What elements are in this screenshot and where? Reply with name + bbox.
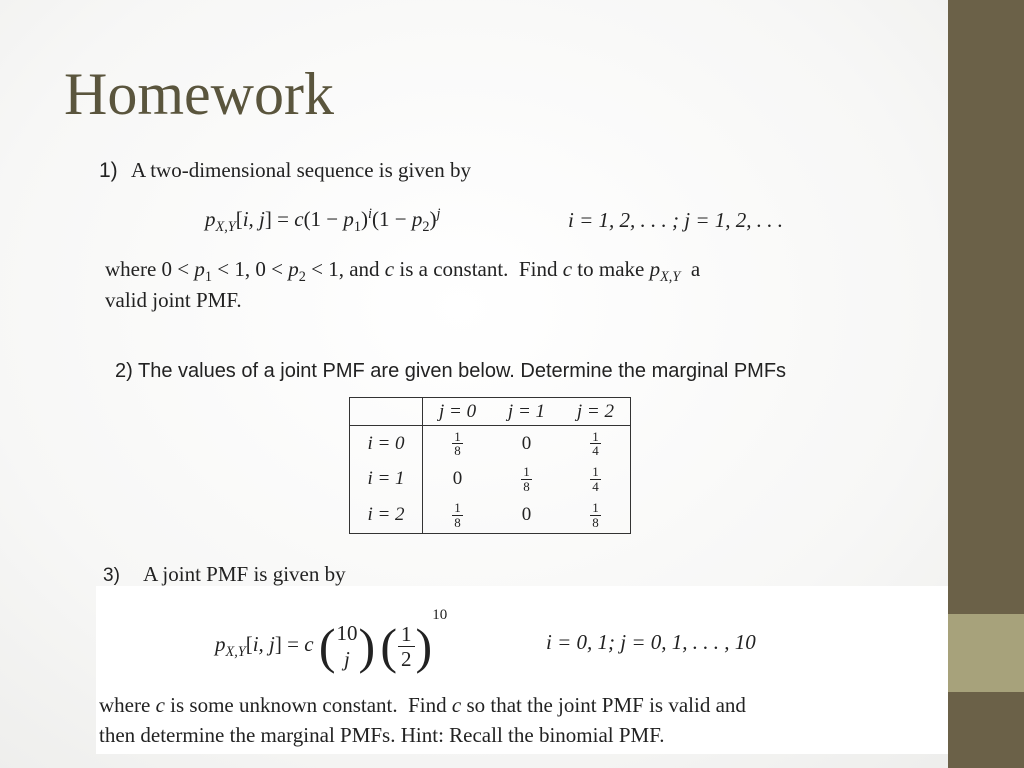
- table-row: [350, 462, 631, 498]
- col-header: j = 2: [561, 398, 631, 426]
- problem-3-line2: then determine the marginal PMFs. Hint: Recall the binomial PMF.: [99, 723, 665, 747]
- problem-1-where-line2: valid joint PMF.: [105, 288, 242, 312]
- table-cell: $\frac{1}{8}$: [523, 464, 530, 494]
- joint-pmf-table: [349, 397, 631, 534]
- table-row: [350, 497, 631, 533]
- table-cell: 0: [521, 432, 532, 454]
- table-cell: 0: [452, 468, 463, 490]
- table-row: [350, 426, 631, 462]
- problem-2-text: 2) The values of a joint PMF are given below. Determine the marginal PMFs: [115, 360, 787, 382]
- table-cell: 0: [521, 504, 532, 526]
- problem-3-formula: $p_{X,Y}[i$, j] = c ( 10 j ) ( $\frac{1}{2}$ )$^{10}$: [215, 607, 448, 675]
- problem-1-heading: [99, 158, 471, 183]
- row-header: i = 2: [350, 497, 423, 533]
- problem-3-range: i = 0, 1; j = 0, 1, . . . , 10: [546, 630, 756, 654]
- table-header-row: [350, 398, 631, 426]
- problem-3-heading: [103, 562, 346, 587]
- slide-title: Homework: [64, 61, 334, 127]
- row-header: i = 0: [350, 426, 423, 462]
- row-header: i = 1: [350, 462, 423, 498]
- problem-1-where-line1: where $0 < p_1 < 1$, $0 < p_2 < 1$, and c is a constant. Find c to make $p_{X,Y}$ a: [105, 257, 701, 286]
- sidebar-accent-block: [948, 614, 1024, 692]
- table-cell: $\frac{1}{8}$: [592, 500, 599, 530]
- table-cell: $\frac{1}{4}$: [592, 428, 599, 459]
- table-cell: $\frac{1}{8}$: [454, 428, 461, 459]
- problem-1-formula: $p_{X,Y}[i$, $j] = c(1 - p_1)^i(1 - p_2)^j$: [205, 206, 441, 236]
- table-cell: $\frac{1}{4}$: [592, 464, 599, 494]
- problem-3-intro: A joint PMF is given by: [143, 562, 346, 586]
- table-cell: $\frac{1}{8}$: [454, 500, 461, 530]
- problem-1-intro: A two-dimensional sequence is given by: [130, 158, 471, 182]
- problem-3-line1: where c is some unknown constant. Find c so that the joint PMF is valid and: [99, 693, 746, 717]
- problem-1-number: 1): [99, 159, 118, 182]
- col-header: j = 1: [492, 398, 561, 426]
- problem-3-number: 3): [103, 565, 120, 586]
- table-corner-cell: [350, 398, 423, 426]
- col-header: j = 0: [423, 398, 493, 426]
- problem-1-range: i = 1, 2, . . . ; j = 1, 2, . . .: [568, 208, 784, 232]
